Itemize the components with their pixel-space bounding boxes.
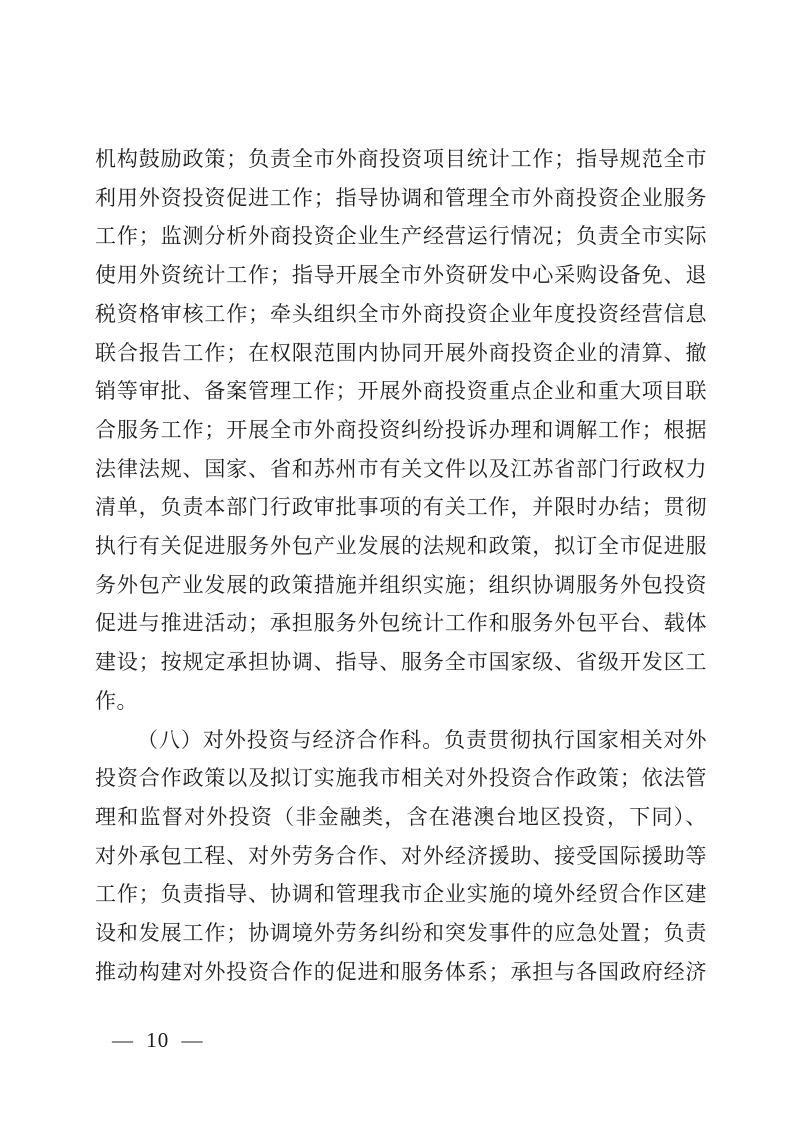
body-line: 工作；负责指导、协调和管理我市企业实施的境外经贸合作区建 [95,882,707,907]
body-line: 促进与推进活动；承担服务外包统计工作和服务外包平台、载体 [95,611,707,636]
body-text [95,140,707,991]
body-line: 合服务工作；开展全市外商投资纠纷投诉办理和调解工作；根据 [95,417,707,442]
body-line: 工作；监测分析外商投资企业生产经营运行情况；负责全市实际 [95,224,707,249]
body-line: 设和发展工作；协调境外劳务纠纷和突发事件的应急处置；负责 [95,921,707,946]
section-heading-line: （八）对外投资与经济合作科。负责贯彻执行国家相关对外 [137,727,707,752]
body-line: 理和监督对外投资（非金融类，含在港澳台地区投资，下同）、 [95,804,707,829]
body-line: 销等审批、备案管理工作；开展外商投资重点企业和重大项目联 [95,379,707,404]
body-line: 对外承包工程、对外劳务合作、对外经济援助、接受国际援助等 [95,843,707,868]
body-line: 建设；按规定承担协调、指导、服务全市国家级、省级开发区工 [95,650,707,675]
body-line: 税资格审核工作；牵头组织全市外商投资企业年度投资经营信息 [95,301,707,326]
body-line: 使用外资统计工作；指导开展全市外资研发中心采购设备免、退 [95,263,707,288]
paragraph-end-line: 作。 [95,688,138,713]
body-line: 法律法规、国家、省和苏州市有关文件以及江苏省部门行政权力 [95,456,707,481]
body-line: 投资合作政策以及拟订实施我市相关对外投资合作政策；依法管 [95,766,707,791]
body-line: 执行有关促进服务外包产业发展的法规和政策，拟订全市促进服 [95,534,707,559]
body-line: 务外包产业发展的政策措施并组织实施；组织协调服务外包投资 [95,572,707,597]
body-line: 利用外资投资促进工作；指导协调和管理全市外商投资企业服务 [95,185,707,210]
page-number: — 10 — [112,1028,204,1052]
body-line: 机构鼓励政策；负责全市外商投资项目统计工作；指导规范全市 [95,147,707,171]
body-line: 清单，负责本部门行政审批事项的有关工作，并限时办结；贯彻 [95,495,707,520]
body-line: 推动构建对外投资合作的促进和服务体系；承担与各国政府经济 [95,959,707,984]
body-line: 联合报告工作；在权限范围内协同开展外商投资企业的清算、撤 [95,340,707,365]
